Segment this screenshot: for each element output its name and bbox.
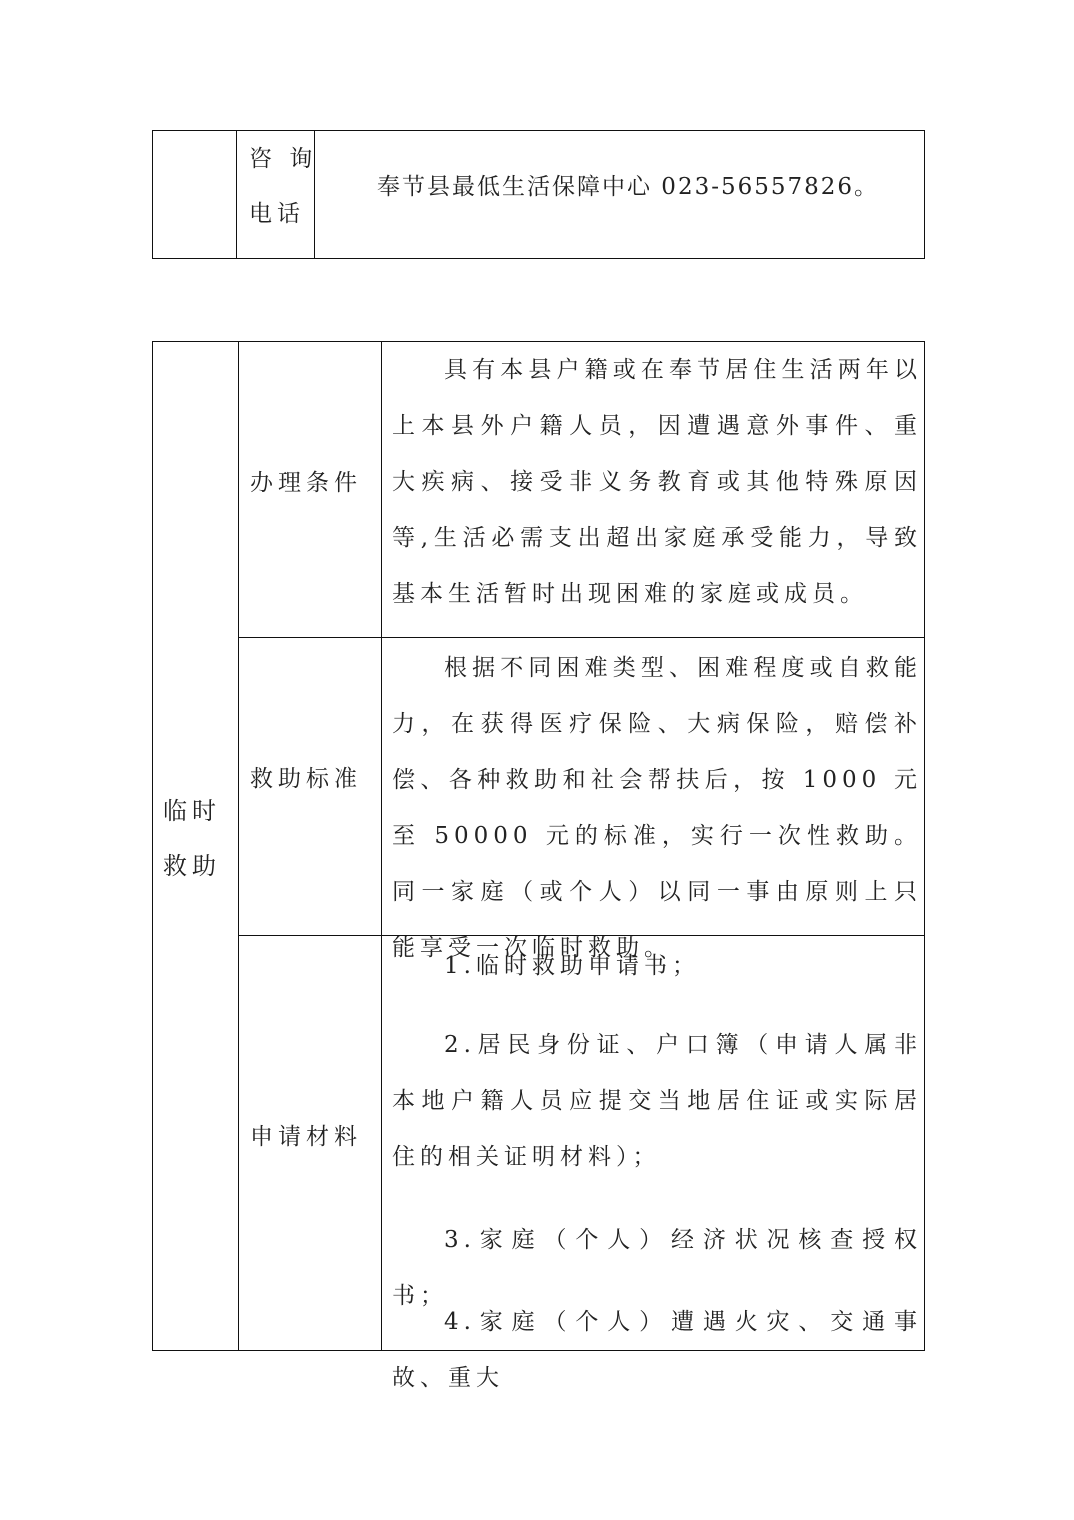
materials-item-3: 3.家庭（个人）经济状况核查授权书； bbox=[392, 1227, 922, 1309]
standard-text: 根据不同困难类型、困难程度或自救能力，在获得医疗保险、大病保险，赔偿补偿、各种救助和社会帮扶后，按 1000 元至 50000 元的标准，实行一次性救助。同一家庭（或个人）以同一事由原则上只能享受一次临时救助。 bbox=[392, 655, 922, 961]
materials-item-4: 4.家庭（个人）遭遇火灾、交通事故、重大 bbox=[392, 1309, 922, 1391]
contact-label-line1: 咨 询 bbox=[249, 146, 318, 172]
row-label-standard: 救助标准 bbox=[250, 766, 362, 792]
materials-item-1: 1.临时救助申请书； bbox=[444, 953, 700, 979]
category-label-line2: 救助 bbox=[163, 852, 221, 880]
materials-item-2: 2.居民身份证、户口簿（申请人属非本地户籍人员应提交当地居住证或实际居住的相关证明材料）； bbox=[392, 1032, 922, 1170]
row-label-materials: 申请材料 bbox=[250, 1124, 362, 1150]
table-border-right bbox=[924, 341, 925, 1351]
table-divider bbox=[238, 341, 239, 1351]
table-border-top bbox=[152, 130, 925, 131]
row-divider bbox=[238, 637, 925, 638]
contact-label-line2: 电话 bbox=[249, 201, 305, 227]
row-label-conditions: 办理条件 bbox=[250, 470, 362, 496]
conditions-text: 具有本县户籍或在奉节居住生活两年以上本县外户籍人员，因遭遇意外事件、重大疾病、接受非义务教育或其他特殊原因等,生活必需支出超出家庭承受能力，导致基本生活暂时出现困难的家庭或成员。 bbox=[392, 357, 922, 607]
table-border-bottom bbox=[152, 258, 925, 259]
table-divider bbox=[236, 130, 237, 259]
table-divider bbox=[381, 341, 382, 1351]
contact-phone-text: 奉节县最低生活保障中心 023-56557826。 bbox=[377, 174, 880, 200]
table-border-left bbox=[152, 341, 153, 1351]
table-border-left bbox=[152, 130, 153, 259]
table-border-right bbox=[924, 130, 925, 259]
category-label-line1: 临时 bbox=[163, 797, 221, 825]
